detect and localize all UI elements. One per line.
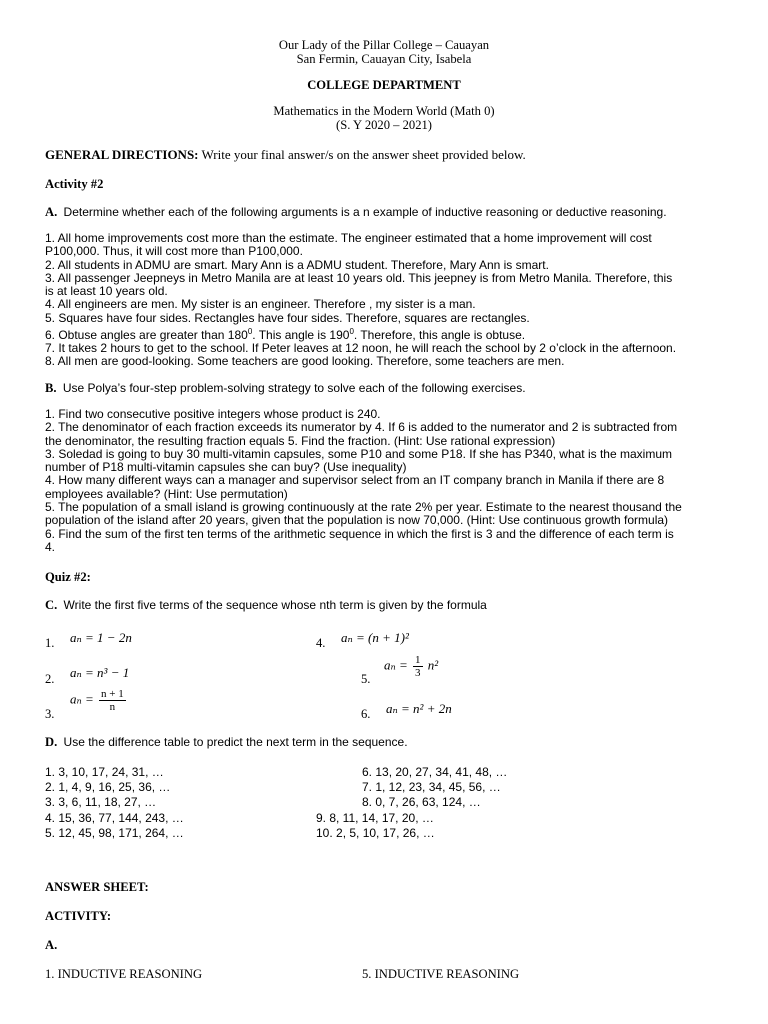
list-item: 1. 3, 10, 17, 24, 31, … — [45, 765, 164, 779]
list-item: 2. 1, 4, 9, 16, 25, 36, … — [45, 780, 171, 795]
list-item: 6. Find the sum of the first ten terms of the arithmetic sequence in which the first is 3 and the difference of each term is — [45, 526, 674, 541]
formula-num-6: 6. — [361, 707, 371, 721]
formula-num-3: 3. — [45, 707, 55, 721]
formula-1: aₙ = 1 − 2n — [70, 630, 132, 645]
formula-4: aₙ = (n + 1)² — [341, 630, 409, 645]
general-directions — [45, 147, 526, 163]
section-c-instruction: Write the first five terms of the sequence whose nth term is given by the formula — [63, 598, 487, 612]
section-d-heading — [45, 735, 408, 750]
school-address: San Fermin, Cauayan City, Isabela — [296, 52, 472, 66]
section-b-heading — [45, 381, 526, 396]
list-item: 5. 12, 45, 98, 171, 264, … — [45, 825, 184, 840]
formula-num-2: 2. — [45, 672, 55, 686]
answer-5: 5. INDUCTIVE REASONING — [362, 967, 520, 981]
answer-section-a: A. — [45, 938, 58, 952]
list-item: 8. 0, 7, 26, 63, 124, … — [362, 795, 481, 810]
list-item: 4. — [45, 539, 56, 554]
section-a-label: A. — [45, 205, 58, 219]
activity-title: Activity #2 — [45, 177, 104, 191]
list-item: 4. All engineers are men. My sister is an engineer. Therefore , my sister is a man. — [45, 297, 476, 312]
list-item: 8. All men are good-looking. Some teachers are good looking. Therefore, some teachers are men. — [45, 354, 565, 369]
fraction: $\frac{n + 1}{n}$ — [101, 688, 124, 713]
answer-activity-title: ACTIVITY: — [45, 909, 112, 923]
section-a-instruction: Determine whether each of the following arguments is a n example of inductive reasoning or deductive reasoning. — [63, 205, 667, 219]
list-item: 4. How many different ways can a manager and supervisor select from an IT company branch in Manila if there are 8 — [45, 473, 665, 488]
answer-1: 1. INDUCTIVE REASONING — [45, 967, 203, 981]
section-b-instruction: Use Polya’s four-step problem-solving strategy to solve each of the following exercises. — [62, 381, 526, 395]
section-a-heading — [45, 205, 667, 220]
school-name: Our Lady of the Pillar College – Cauayan — [278, 38, 490, 52]
section-d-left-list — [45, 765, 184, 841]
answer-sheet-title: ANSWER SHEET: — [45, 880, 149, 894]
list-item: is at least 10 years old. — [45, 284, 168, 299]
list-item: 1. Find two consecutive positive integers whose product is 240. — [45, 407, 381, 421]
section-a-items — [45, 232, 672, 325]
list-item: the denominator, the resulting fraction equals 5. Find the fraction. (Hint: Use rational expression) — [45, 433, 556, 448]
formula-3: aₙ = $\frac{n + 1}{n}$ — [70, 688, 124, 713]
list-item: 3. Soledad is going to buy 30 multi-vitamin capsules, some P10 and some P18. If she has P340, what is the maximum — [45, 446, 672, 461]
list-item: 6. 13, 20, 27, 34, 41, 48, … — [362, 765, 508, 779]
quiz-title: Quiz #2: — [45, 570, 91, 584]
list-item: 5. Squares have four sides. Rectangles have four sides. Therefore, squares are rectangles. — [45, 310, 530, 325]
list-item: 10. 2, 5, 10, 17, 26, … — [316, 825, 435, 840]
section-c-label: C. — [45, 598, 58, 612]
list-item-6: 6. Obtuse angles are greater than $180^0$. This angle is $190^0$. Therefore, this angle is obtuse. — [45, 327, 526, 342]
list-item: 3. All passenger Jeepneys in Metro Manila are at least 10 years old. This jeepney is from Metro Manila. Therefore, this — [45, 270, 673, 285]
fraction: $\frac{1}{3}$ — [415, 654, 421, 679]
list-item: population of the island after 20 years, given that the population is now 70,000. (Hint: Use continuous growth formula) — [45, 513, 669, 528]
formula-num-1: 1. — [45, 636, 55, 650]
section-b-items — [45, 408, 682, 554]
section-d-right-list — [316, 765, 508, 841]
list-item: employees available? (Hint: Use permutation) — [45, 486, 288, 501]
list-item: number of P18 multi-vitamin capsules she can buy? (Use inequality) — [45, 460, 407, 475]
list-item: P100,000. Thus, it will cost more than P100,000. — [45, 244, 303, 259]
list-item: 1. All home improvements cost more than the estimate. The engineer estimated that a home improvement will cost — [45, 231, 652, 245]
formula-num-5: 5. — [361, 672, 371, 686]
formula-5: aₙ = $\frac{1}{3}$ n² — [384, 654, 439, 679]
list-item: 9. 8, 11, 14, 17, 20, … — [316, 810, 434, 825]
list-item: 7. 1, 12, 23, 34, 45, 56, … — [362, 780, 501, 795]
section-a-items-2 — [45, 342, 676, 369]
list-item: 4. 15, 36, 77, 144, 243, … — [45, 810, 184, 825]
directions-text: Write your final answer/s on the answer sheet provided below. — [201, 147, 526, 162]
list-item: 2. All students in ADMU are smart. Mary Ann is a ADMU student. Therefore, Mary Ann is smart. — [45, 257, 549, 272]
section-d-label: D. — [45, 735, 58, 749]
section-c-heading — [45, 598, 487, 613]
list-item: 3. 3, 6, 11, 18, 27, … — [45, 795, 157, 810]
department: COLLEGE DEPARTMENT — [307, 78, 461, 92]
list-item: 2. The denominator of each fraction exceeds its numerator by 4. If 6 is added to the numerator and 2 is subtracted from — [45, 420, 678, 435]
formula-num-4: 4. — [316, 636, 326, 650]
section-d-instruction: Use the difference table to predict the next term in the sequence. — [63, 735, 408, 749]
formula-6: aₙ = n² + 2n — [386, 701, 452, 716]
directions-label: GENERAL DIRECTIONS: — [45, 147, 199, 162]
school-year: (S. Y 2020 – 2021) — [336, 118, 432, 132]
formula-2: aₙ = n³ − 1 — [70, 665, 130, 680]
course-title: Mathematics in the Modern World (Math 0) — [273, 104, 495, 118]
section-b-label: B. — [45, 381, 57, 395]
list-item: 7. It takes 2 hours to get to the school. If Peter leaves at 12 noon, he will reach the school by 2 o’clock in the afternoon. — [45, 341, 677, 355]
list-item: 5. The population of a small island is growing continuously at the rate 2% per year. Estimate to the nearest thousand the — [45, 500, 682, 515]
